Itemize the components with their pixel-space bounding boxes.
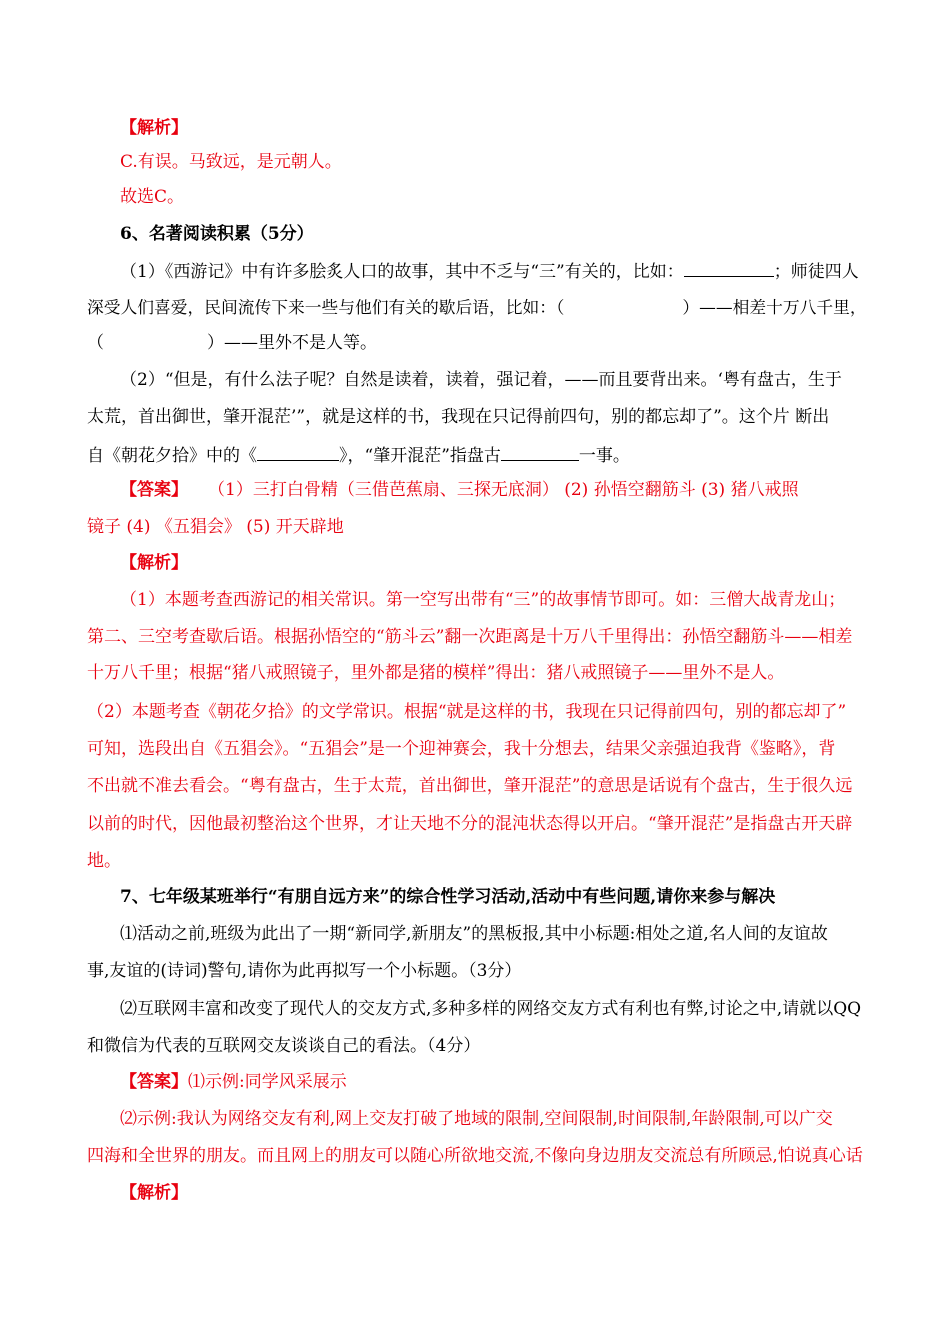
q6-analysis-line: （1）本题考查西游记的相关常识。第一空写出带有“三”的故事情节即可。如：三僧大战青龙山； bbox=[120, 590, 846, 610]
q7-answer-text-1: ⑴示例:同学风采展示 bbox=[188, 1072, 347, 1092]
q6-analysis-line: 地。 bbox=[87, 851, 121, 871]
q6-analysis-line: 可知，选段出自《五猖会》。“五猖会”是一个迎神赛会，我十分想去，结果父亲强迫我背《鉴略》，背 bbox=[87, 739, 836, 759]
q5-analysis-line-1: C.有误。马致远，是元朝人。 bbox=[120, 152, 342, 172]
q6-part1-line2-text-b: ）——相差十万八千里， bbox=[682, 297, 867, 317]
q7-part1-line-2: 事,友谊的(诗词)警句,请你为此再拟写一个小标题。（3分） bbox=[87, 961, 522, 981]
q6-title: 6、名著阅读积累（5分） bbox=[120, 224, 314, 244]
q6-answer-line-2: 镜子 (4) 《五猖会》 (5) 开天辟地 bbox=[87, 517, 344, 537]
q6-analysis-label: 【解析】 bbox=[120, 553, 188, 573]
q7-answer-line-2: ⑵示例:我认为网络交友有利,网上交友打破了地域的限制,空间限制,时间限制,年龄限制,可以广交 bbox=[120, 1109, 833, 1129]
q7-answer-label: 【答案】 bbox=[120, 1072, 188, 1092]
q6-blank-5[interactable] bbox=[501, 442, 579, 461]
q7-analysis-label: 【解析】 bbox=[120, 1183, 188, 1203]
q6-answer-label: 【答案】 bbox=[120, 480, 188, 500]
q7-part1-line-1: ⑴活动之前,班级为此出了一期“新同学,新朋友”的黑板报,其中小标题:相处之道,名人间的友谊故 bbox=[120, 924, 828, 944]
q7-answer-line-3: 四海和全世界的朋友。而且网上的朋友可以随心所欲地交流,不像向身边朋友交流总有所顾忌,怕说真心话 bbox=[87, 1146, 863, 1166]
q6-analysis-line: 第二、三空考查歇后语。根据孙悟空的“筋斗云”翻一次距离是十万八千里得出：孙悟空翻筋斗——相差 bbox=[87, 627, 853, 647]
q5-analysis-label: 【解析】 bbox=[120, 118, 188, 138]
q6-answer-line-1 bbox=[120, 478, 799, 502]
q7-answer-line-1 bbox=[120, 1070, 347, 1094]
q5-analysis-line-2: 故选C。 bbox=[120, 187, 185, 207]
q6-analysis-line: 不出就不准去看会。“粤有盘古，生于太荒，首出御世，肇开混茫”的意思是话说有个盘古，生于很久远 bbox=[87, 776, 853, 796]
q6-part2-line3-text-c: 一事。 bbox=[578, 446, 630, 466]
q6-part1-text-a: （1）《西游记》中有许多脍炙人口的故事，其中不乏与“三”有关的，比如： bbox=[120, 262, 684, 282]
q6-part1-line-1 bbox=[120, 258, 859, 284]
q6-part1-text-b: ；师徒四人 bbox=[773, 262, 859, 282]
q6-part2-line3-text-a: 自《朝花夕拾》中的《 bbox=[87, 446, 257, 466]
q6-analysis-line: （2）本题考查《朝花夕拾》的文学常识。根据“就是这样的书，我现在只记得前四句，别的都忘却了” bbox=[87, 702, 847, 722]
q6-part1-line2-text-a: 深受人们喜爱，民间流传下来一些与他们有关的歇后语，比如：（ bbox=[87, 297, 565, 317]
q6-blank-4[interactable] bbox=[257, 442, 339, 461]
q6-answer-text-1: （1）三打白骨精（三借芭蕉扇、三探无底洞） (2) 孙悟空翻筋斗 (3) 猪八戒照 bbox=[208, 480, 799, 500]
q6-part1-line3-text-a: （ bbox=[87, 333, 104, 353]
q6-part2-line-3 bbox=[87, 442, 630, 468]
q6-part2-line3-text-b: 》，“肇开混茫”指盘古 bbox=[339, 446, 501, 466]
q6-part2-line-2: 太荒，首出御世，肇开混茫’”，就是这样的书，我现在只记得前四句，别的都忘却了”。这个片 断出 bbox=[87, 407, 830, 427]
q6-part2-line-1: （2）“但是，有什么法子呢？自然是读着，读着，强记着，——而且要背出来。‘粤有盘古，生于 bbox=[120, 370, 842, 390]
q6-analysis-line: 以前的时代，因他最初整治这个世界，才让天地不分的混沌状态得以开启。“肇开混茫”是指盘古开天辟 bbox=[87, 814, 853, 834]
q7-part2-line-2: 和微信为代表的互联网交友谈谈自己的看法。（4分） bbox=[87, 1036, 481, 1056]
q6-analysis-line: 十万八千里；根据“猪八戒照镜子，里外都是猪的模样”得出：猪八戒照镜子——里外不是人。 bbox=[87, 663, 785, 683]
q6-part1-line-2 bbox=[87, 295, 867, 319]
q6-blank-1[interactable] bbox=[684, 258, 774, 277]
q7-title: 7、七年级某班举行“有朋自远方来”的综合性学习活动,活动中有些问题,请你来参与解决 bbox=[120, 887, 776, 907]
q6-part1-line3-text-b: ）——里外不是人等。 bbox=[207, 333, 377, 353]
q6-part1-line-3 bbox=[87, 331, 377, 355]
q7-part2-line-1: ⑵互联网丰富和改变了现代人的交友方式,多种多样的网络交友方式有利也有弊,讨论之中,请就以QQ bbox=[120, 999, 862, 1019]
